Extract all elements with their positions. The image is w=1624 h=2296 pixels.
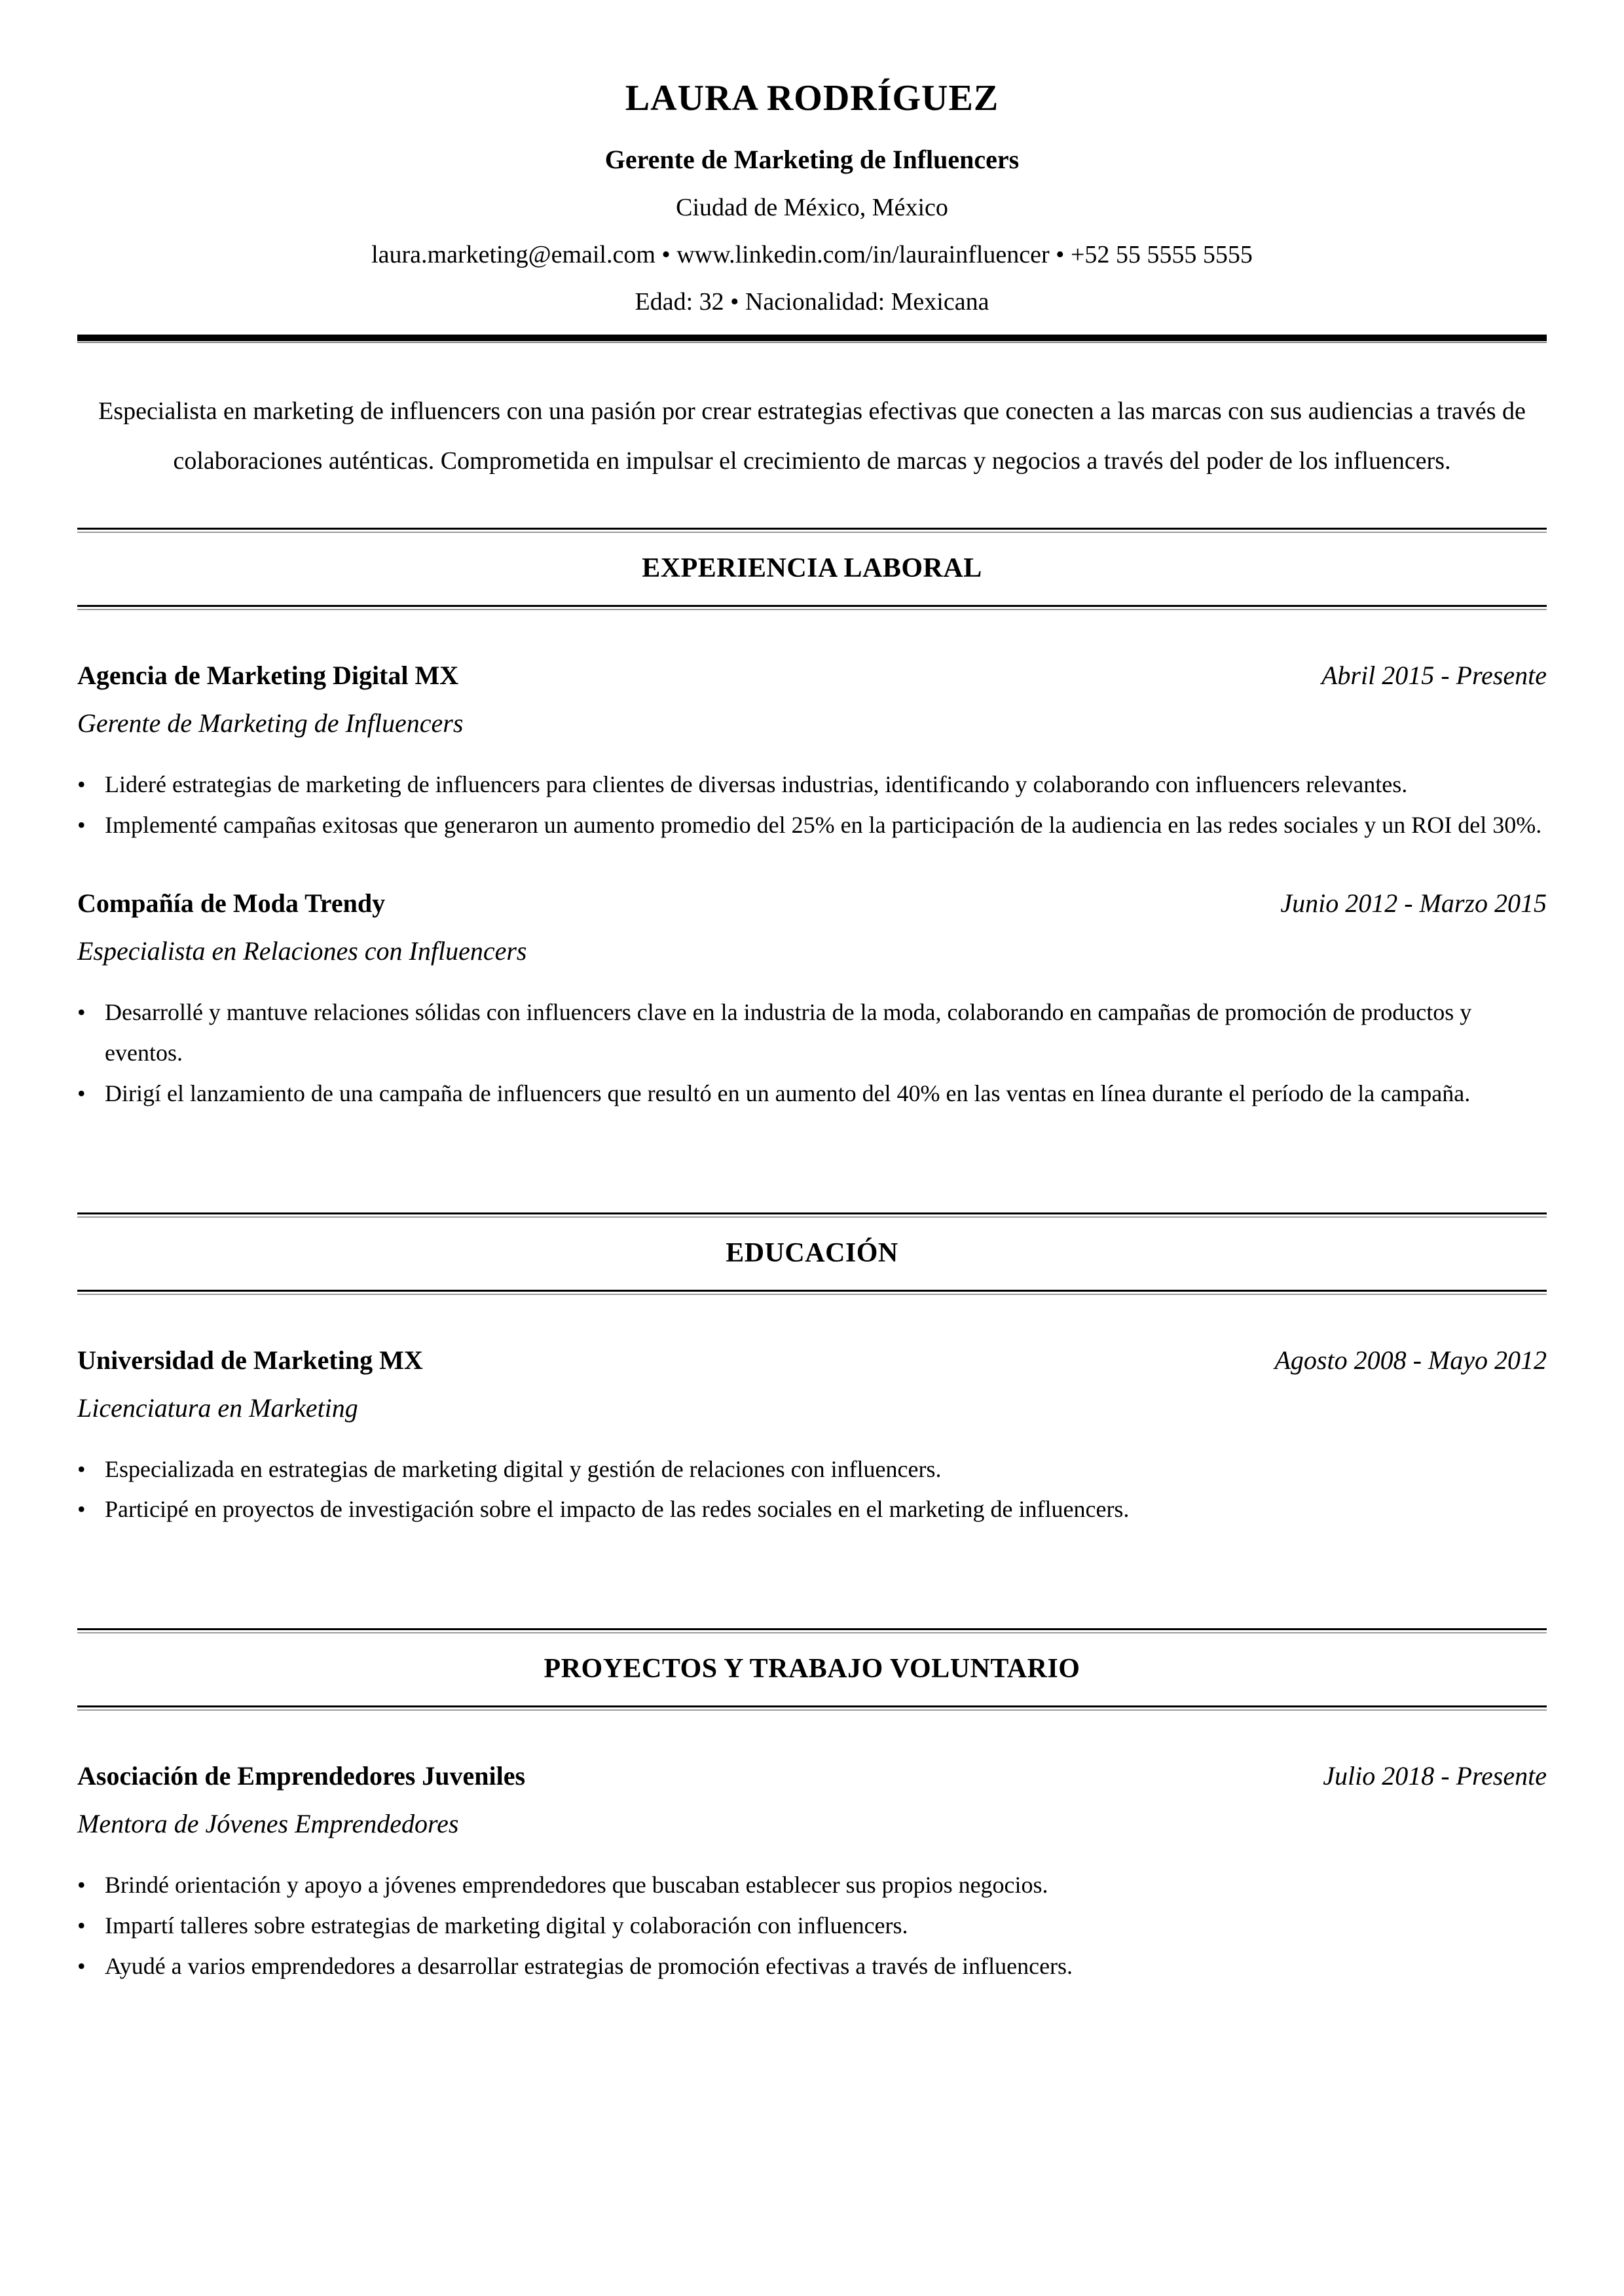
- person-headline: Gerente de Marketing de Influencers: [604, 145, 1020, 174]
- entry-dates: Junio 2012 - Marzo 2015: [1280, 888, 1547, 918]
- section-rule-top: [77, 1628, 1547, 1633]
- entry-org: Compañía de Moda Trendy: [77, 888, 386, 918]
- section-header-education: [77, 1212, 1547, 1295]
- person-name: LAURA RODRÍGUEZ: [625, 78, 999, 118]
- entry-bullet-list: [77, 1449, 1547, 1531]
- entry-header: [77, 660, 1547, 691]
- section-header-projects: [77, 1628, 1547, 1711]
- section-rule-top: [77, 1212, 1547, 1218]
- experience-entry: [77, 888, 1547, 1114]
- bullet-item: • Impartí talleres sobre estrategias de marketing digital y colaboración con influencers.: [77, 1906, 1547, 1946]
- section-rule-bottom: [77, 1290, 1547, 1295]
- person-location: Ciudad de México, México: [676, 194, 948, 221]
- section-title-projects: PROYECTOS Y TRABAJO VOLUNTARIO: [544, 1654, 1080, 1685]
- section-header-experience: [77, 528, 1547, 610]
- entry-org: Agencia de Marketing Digital MX: [77, 661, 459, 690]
- entry-header: [77, 1345, 1547, 1376]
- resume-header: [77, 77, 1547, 316]
- bullet-item: • Ayudé a varios emprendedores a desarrollar estrategias de promoción efectivas a través de influencers.: [77, 1946, 1547, 1987]
- section-rule-top: [77, 528, 1547, 533]
- header-divider: [77, 335, 1547, 343]
- bullet-item: • Participé en proyectos de investigación sobre el impacto de las redes sociales en el marketing de influencers.: [77, 1489, 1547, 1530]
- entry-bullet-list: [77, 1865, 1547, 1987]
- bullet-item: • Implementé campañas exitosas que generaron un aumento promedio del 25% en la participación de la audiencia en las redes sociales y un ROI del 30%.: [77, 805, 1547, 846]
- entry-org: Universidad de Marketing MX: [77, 1345, 423, 1375]
- contact-line: laura.marketing@email.com • www.linkedin.com/in/laurainfluencer • +52 55 5555 5555: [371, 241, 1253, 268]
- bullet-item: • Desarrollé y mantuve relaciones sólidas con influencers clave en la industria de la moda, colaborando en campañas de promoción de productos y eventos.: [77, 993, 1547, 1074]
- personal-meta-line: Edad: 32 • Nacionalidad: Mexicana: [635, 288, 989, 316]
- section-rule-bottom: [77, 605, 1547, 610]
- section-rule-bottom: [77, 1705, 1547, 1711]
- entry-header: [77, 888, 1547, 919]
- professional-summary: Especialista en marketing de influencers con una pasión por crear estrategias efectivas que conecten a las marcas con sus audiencias a través de colaboraciones auténticas. Comprometida en impulsar el crecimiento de marcas y negocios a través del poder de los influencers.: [98, 397, 1526, 475]
- entry-role: Licenciatura en Marketing: [77, 1393, 358, 1423]
- entry-dates: Abril 2015 - Presente: [1321, 661, 1547, 690]
- volunteer-entry: [77, 1760, 1547, 1987]
- section-title-education: EDUCACIÓN: [726, 1237, 898, 1268]
- entry-role: Mentora de Jóvenes Emprendedores: [77, 1809, 459, 1839]
- entry-role: Gerente de Marketing de Influencers: [77, 708, 464, 738]
- education-entry: [77, 1345, 1547, 1531]
- entry-role: Especialista en Relaciones con Influencers: [77, 936, 527, 966]
- experience-entry: [77, 660, 1547, 846]
- entry-bullet-list: [77, 765, 1547, 846]
- entry-dates: Julio 2018 - Presente: [1323, 1761, 1547, 1791]
- bullet-item: • Lideré estrategias de marketing de influencers para clientes de diversas industrias, identificando y colaborando con influencers relevantes.: [77, 765, 1547, 805]
- bullet-item: • Dirigí el lanzamiento de una campaña de influencers que resultó en un aumento del 40% en las ventas en línea durante el período de la campaña.: [77, 1074, 1547, 1114]
- entry-dates: Agosto 2008 - Mayo 2012: [1274, 1345, 1547, 1375]
- entry-bullet-list: [77, 993, 1547, 1114]
- bullet-item: • Especializada en estrategias de marketing digital y gestión de relaciones con influencers.: [77, 1449, 1547, 1490]
- section-title-experience: EXPERIENCIA LABORAL: [642, 553, 982, 583]
- entry-org: Asociación de Emprendedores Juveniles: [77, 1761, 526, 1791]
- bullet-item: • Brindé orientación y apoyo a jóvenes emprendedores que buscaban establecer sus propios negocios.: [77, 1865, 1547, 1906]
- entry-header: [77, 1760, 1547, 1791]
